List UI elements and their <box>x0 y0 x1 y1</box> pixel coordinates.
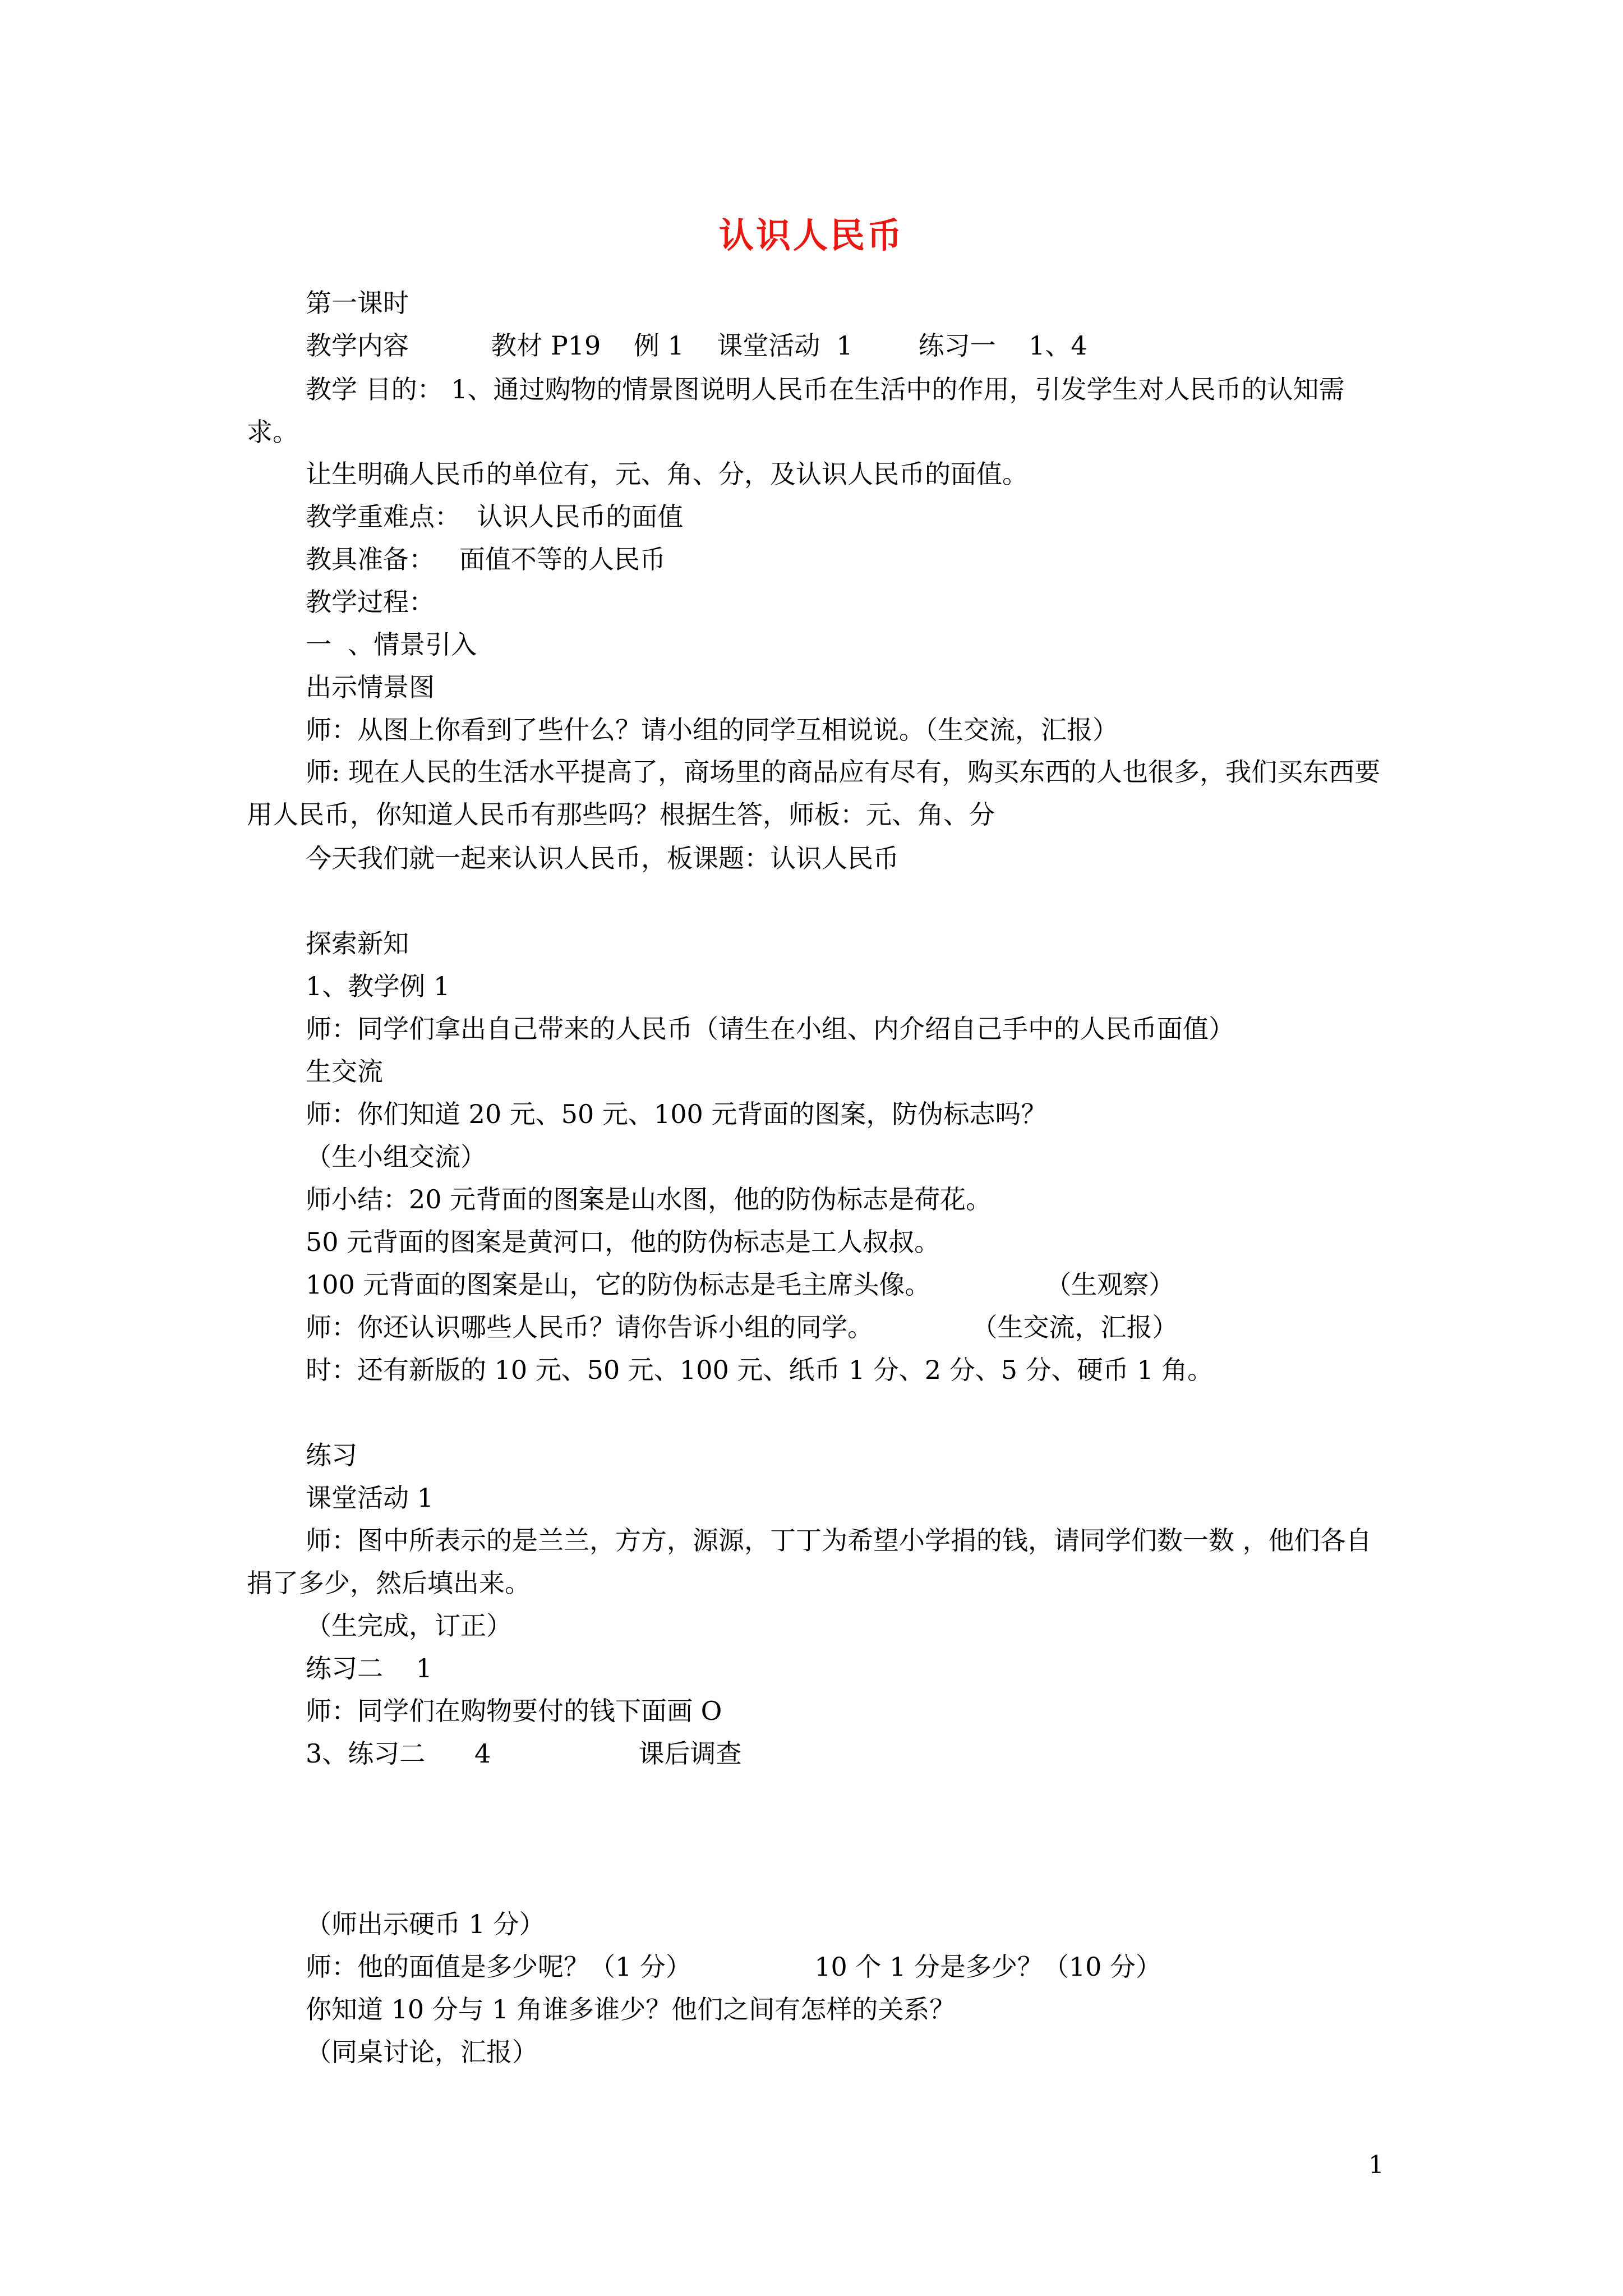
practice-heading: 练习 <box>306 1440 357 1470</box>
page-number: 1 <box>1368 2151 1384 2179</box>
fifty-yuan-line: 50 元背面的图案是黄河口，他的防伪标志是工人叔叔。 <box>306 1227 940 1257</box>
teaching-goal-text: 教学 目的： 1、通过购物的情景图说明人民币在生活中的作用，引发学生对人民币的认知需求。 <box>247 374 1345 447</box>
teaching-content: 教学内容 教材 P19 例 1 课堂活动 1 练习一 1、4 <box>306 330 1087 361</box>
teaching-goal-2: 让生明确人民币的单位有，元、角、分，及认识人民币的面值。 <box>306 459 1028 489</box>
teacher-line-4: 师：你们知道 20 元、50 元、100 元背面的图案，防伪标志吗？ <box>306 1099 1047 1129</box>
question-line: 你知道 10 分与 1 角谁多谁少？他们之间有怎样的关系？ <box>306 1994 956 2024</box>
teacher-line-8: 师：他的面值是多少呢？（1 分） 10 个 1 分是多少？（10 分） <box>306 1952 1162 1982</box>
new-edition-line: 时：还有新版的 10 元、50 元、100 元、纸币 1 分、2 分、5 分、硬币 1 角。 <box>306 1355 1214 1385</box>
example-1: 1、教学例 1 <box>306 971 450 1001</box>
document-title: 认识人民币 <box>718 215 904 256</box>
desk-mate-discussion: （同桌讨论，汇报） <box>306 2037 538 2067</box>
section-intro-heading: 一 、情景引入 <box>306 629 477 660</box>
class-activity-1: 课堂活动 1 <box>306 1483 434 1513</box>
key-difficulty: 教学重难点： 认识人民币的面值 <box>306 501 684 532</box>
explore-heading: 探索新知 <box>306 928 409 959</box>
teacher-shows-coin: （师出示硬币 1 分） <box>306 1909 545 1939</box>
teaching-goal <box>247 368 1391 453</box>
teacher-line-3: 师：同学们拿出自己带来的人民币（请生在小组、内介绍自己手中的人民币面值） <box>306 1014 1234 1044</box>
exercise-2-4: 3、练习二 4 课后调查 <box>306 1738 742 1769</box>
teacher-line-2-text: 师: 现在人民的生活水平提高了，商场里的商品应有尽有，购买东西的人也很多，我们买东西要用人民币，你知道人民币有那些吗？根据生答，师板：元、角、分 <box>247 757 1381 830</box>
teacher-line-2 <box>247 751 1391 836</box>
process-heading: 教学过程： <box>306 587 435 617</box>
teacher-line-1: 师：从图上你看到了些什么？请小组的同学互相说说。（生交流，汇报） <box>306 715 1118 745</box>
teacher-line-7: 师：同学们在购物要付的钱下面画 O <box>306 1696 722 1726</box>
teacher-line-6-text: 师：图中所表示的是兰兰，方方，源源，丁丁为希望小学捐的钱，请同学们数一数 ，他们各自捐了多少，然后填出来。 <box>247 1525 1372 1598</box>
show-scene: 出示情景图 <box>306 672 435 702</box>
student-exchange: 生交流 <box>306 1056 383 1087</box>
teaching-aids: 教具准备： 面值不等的人民币 <box>306 544 666 574</box>
today-line: 今天我们就一起来认识人民币，板课题：认识人民币 <box>306 843 899 873</box>
exercise-2-1: 练习二 1 <box>306 1653 432 1683</box>
group-exchange: （生小组交流） <box>306 1142 486 1172</box>
hundred-yuan-line: 100 元背面的图案是山，它的防伪标志是毛主席头像。 （生观察） <box>306 1269 1175 1300</box>
teacher-summary: 师小结：20 元背面的图案是山水图，他的防伪标志是荷花。 <box>306 1184 992 1214</box>
lesson-period: 第一课时 <box>306 288 409 318</box>
teacher-line-5: 师：你还认识哪些人民币？请你告诉小组的同学。 （生交流，汇报） <box>306 1312 1178 1342</box>
teacher-line-6 <box>247 1519 1391 1604</box>
student-complete: （生完成，订正） <box>306 1611 512 1641</box>
